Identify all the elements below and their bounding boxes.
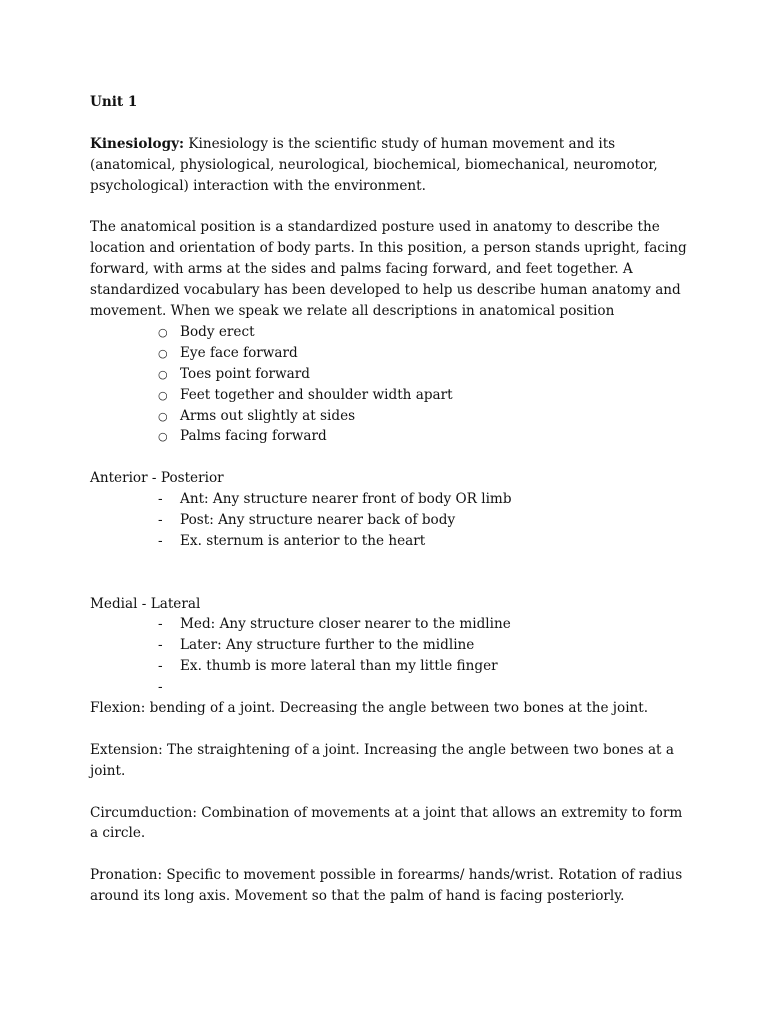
spacer <box>90 573 690 594</box>
list-item-text: Ex. thumb is more lateral than my little finger <box>180 658 498 675</box>
circle-bullet-icon: ○ <box>158 325 168 339</box>
spacer <box>90 844 690 865</box>
list-item-text: Eye face forward <box>180 344 298 361</box>
list-item <box>90 510 690 531</box>
dash-bullet-icon: - <box>158 491 163 508</box>
list-item <box>90 656 690 677</box>
list-item-text: Arms out slightly at sides <box>180 407 356 424</box>
list-item-text: Feet together and shoulder width apart <box>180 386 453 403</box>
circumduction-definition: Circumduction: Combination of movements at a joint that allows an extremity to form a circle. <box>90 804 683 842</box>
list-item <box>90 343 690 364</box>
spacer <box>90 782 690 803</box>
circle-bullet-icon: ○ <box>158 409 168 423</box>
document-page <box>90 92 690 907</box>
anterior-posterior-list <box>90 489 690 552</box>
medial-lateral-heading: Medial - Lateral <box>90 595 201 612</box>
list-item <box>90 322 690 343</box>
dash-bullet-icon: - <box>158 679 163 696</box>
list-item-text: Body erect <box>180 323 255 340</box>
dash-bullet-icon: - <box>158 532 163 549</box>
spacer <box>90 552 690 573</box>
dash-bullet-icon: - <box>158 616 163 633</box>
dash-bullet-icon: - <box>158 511 163 528</box>
list-item <box>90 489 690 510</box>
anatomical-position-list <box>90 322 690 447</box>
list-item-text: Med: Any structure closer nearer to the midline <box>180 616 511 633</box>
list-item-text: Ant: Any structure nearer front of body OR limb <box>180 491 512 508</box>
kinesiology-term: Kinesiology: <box>90 135 185 152</box>
kinesiology-definition: Kinesiology is the scientific study of human movement and its (anatomical, physiological, neurological, biochemical, biomechanical, neuromotor, psychological) interaction with the environment. <box>90 135 658 194</box>
pronation-definition: Pronation: Specific to movement possible in forearms/ hands/wrist. Rotation of radius around its long axis. Movement so that the palm of hand is facing posteriorly. <box>90 867 683 905</box>
anterior-posterior-heading: Anterior - Posterior <box>90 470 224 487</box>
list-item <box>90 364 690 385</box>
list-item-text: Ex. sternum is anterior to the heart <box>180 532 426 549</box>
list-item <box>90 385 690 406</box>
circle-bullet-icon: ○ <box>158 388 168 402</box>
spacer <box>90 447 690 468</box>
anatomical-position-paragraph: The anatomical position is a standardized posture used in anatomy to describe the location and orientation of body parts. In this position, a person stands upright, facing forward, with arms at the sides and palms facing forward, and feet together. A standardized vocabulary has been developed to help us describe human anatomy and movement. When we speak we relate all descriptions in anatomical position <box>90 219 687 320</box>
list-item-text: Palms facing forward <box>180 428 327 445</box>
dash-bullet-icon: - <box>158 637 163 654</box>
unit-heading: Unit 1 <box>90 94 138 110</box>
medial-lateral-list <box>90 614 690 698</box>
list-item <box>90 677 690 698</box>
extension-definition: Extension: The straightening of a joint. Increasing the angle between two bones at a joint. <box>90 741 674 779</box>
spacer <box>90 113 690 134</box>
list-item-text: Post: Any structure nearer back of body <box>180 511 456 528</box>
kinesiology-paragraph <box>90 134 690 197</box>
spacer <box>90 719 690 740</box>
list-item <box>90 531 690 552</box>
spacer <box>90 197 690 218</box>
dash-bullet-icon: - <box>158 658 163 675</box>
list-item-text: Later: Any structure further to the midline <box>180 637 475 654</box>
circle-bullet-icon: ○ <box>158 430 168 444</box>
list-item <box>90 635 690 656</box>
circle-bullet-icon: ○ <box>158 346 168 360</box>
list-item <box>90 406 690 427</box>
circle-bullet-icon: ○ <box>158 367 168 381</box>
list-item <box>90 426 690 447</box>
flexion-definition: Flexion: bending of a joint. Decreasing the angle between two bones at the joint. <box>90 700 649 716</box>
list-item-text: Toes point forward <box>180 365 310 382</box>
list-item <box>90 614 690 635</box>
